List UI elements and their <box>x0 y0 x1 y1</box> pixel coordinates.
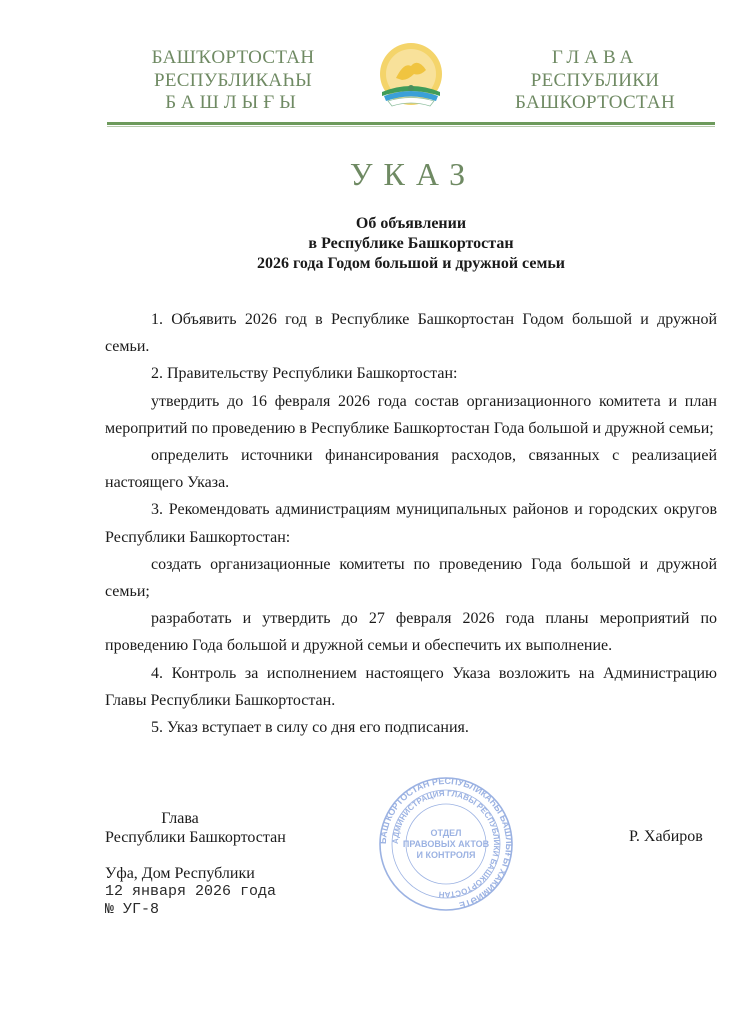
paragraph-5: 5. Указ вступает в силу со дня его подписания. <box>151 719 469 737</box>
header-right-line-1: ГЛАВА <box>551 47 639 68</box>
stamp-center-line-3: И КОНТРОЛЯ <box>416 850 476 860</box>
coat-of-arms-icon <box>374 40 448 114</box>
stamp-inner-text-path: АДМИНИСТРАЦИЯ ГЛАВЫ РЕСПУБЛИКИ БАШКОРТОСТАН <box>390 788 502 900</box>
paragraph-3a: создать организационные комитеты по проведению Года большой и дружной семьи; <box>105 555 717 601</box>
paragraph-3b: разработать и утвердить до 27 февраля 2026 года планы мероприятий по проведению Года большой и дружной семьи и обеспечить их выполнение. <box>105 610 717 655</box>
document-number: № УГ-8 <box>105 901 160 918</box>
header-left-line-3: БАШЛЫҒЫ <box>165 92 301 113</box>
stamp-center-line-1: ОТДЕЛ <box>430 828 462 838</box>
stamp-center-line-2: ПРАВОВЫХ АКТОВ <box>402 839 490 849</box>
document-body <box>105 306 717 741</box>
header-bashkir-title <box>138 47 328 115</box>
header-left-line-1: БАШҠОРТОСТАН <box>151 47 315 68</box>
signing-date: 12 января 2026 года <box>105 883 277 900</box>
official-stamp <box>374 776 518 912</box>
signer-name: Р. Хабиров <box>629 828 703 845</box>
header-right-line-2: РЕСПУБЛИКИ <box>530 69 660 91</box>
header-right-line-3: БАШКОРТОСТАН <box>515 92 675 113</box>
stamp-outer-text-path: БАШҠОРТОСТАН РЕСПУБЛИКАҺЫ БАШЛЫҒЫ ХАКИМИӘТЕ <box>377 776 515 911</box>
signer-position <box>105 809 325 847</box>
header-left-line-2: РЕСПУБЛИКАҺЫ <box>154 69 312 91</box>
signing-place: Уфа, Дом Республики <box>105 865 255 882</box>
signer-position-line-1: Глава <box>161 810 199 827</box>
paragraph-1: 1. Объявить 2026 год в Республике Башкортостан Годом большой и дружной семьи. <box>105 311 717 356</box>
subject-line-3: 2026 года Годом большой и дружной семьи <box>256 255 566 272</box>
paragraph-3: 3. Рекомендовать администрациям муниципальных районов и городских округов Республики Башкортостан: <box>105 501 717 546</box>
document-subject <box>105 214 717 274</box>
document-type-title: УКАЗ <box>349 156 477 192</box>
subject-line-1: Об объявлении <box>355 215 467 232</box>
paragraph-4: 4. Контроль за исполнением настоящего Указа возложить на Администрацию Главы Республики Башкортостан. <box>105 664 717 709</box>
header-russian-title <box>490 47 700 115</box>
subject-line-2: в Республике Башкортостан <box>308 235 514 252</box>
header-divider <box>107 122 715 125</box>
signer-position-line-2: Республики Башкортостан <box>105 829 286 846</box>
paragraph-2b: определить источники финансирования расходов, связанных с реализацией настоящего Указа. <box>105 447 717 492</box>
paragraph-2a: утвердить до 16 февраля 2026 года состав организационного комитета и план меропритий по проведению в Республике Башкортостан Года большой и дружной семьи; <box>105 392 717 437</box>
paragraph-2: 2. Правительству Республики Башкортостан: <box>151 365 458 383</box>
header-divider-thin <box>107 126 715 127</box>
